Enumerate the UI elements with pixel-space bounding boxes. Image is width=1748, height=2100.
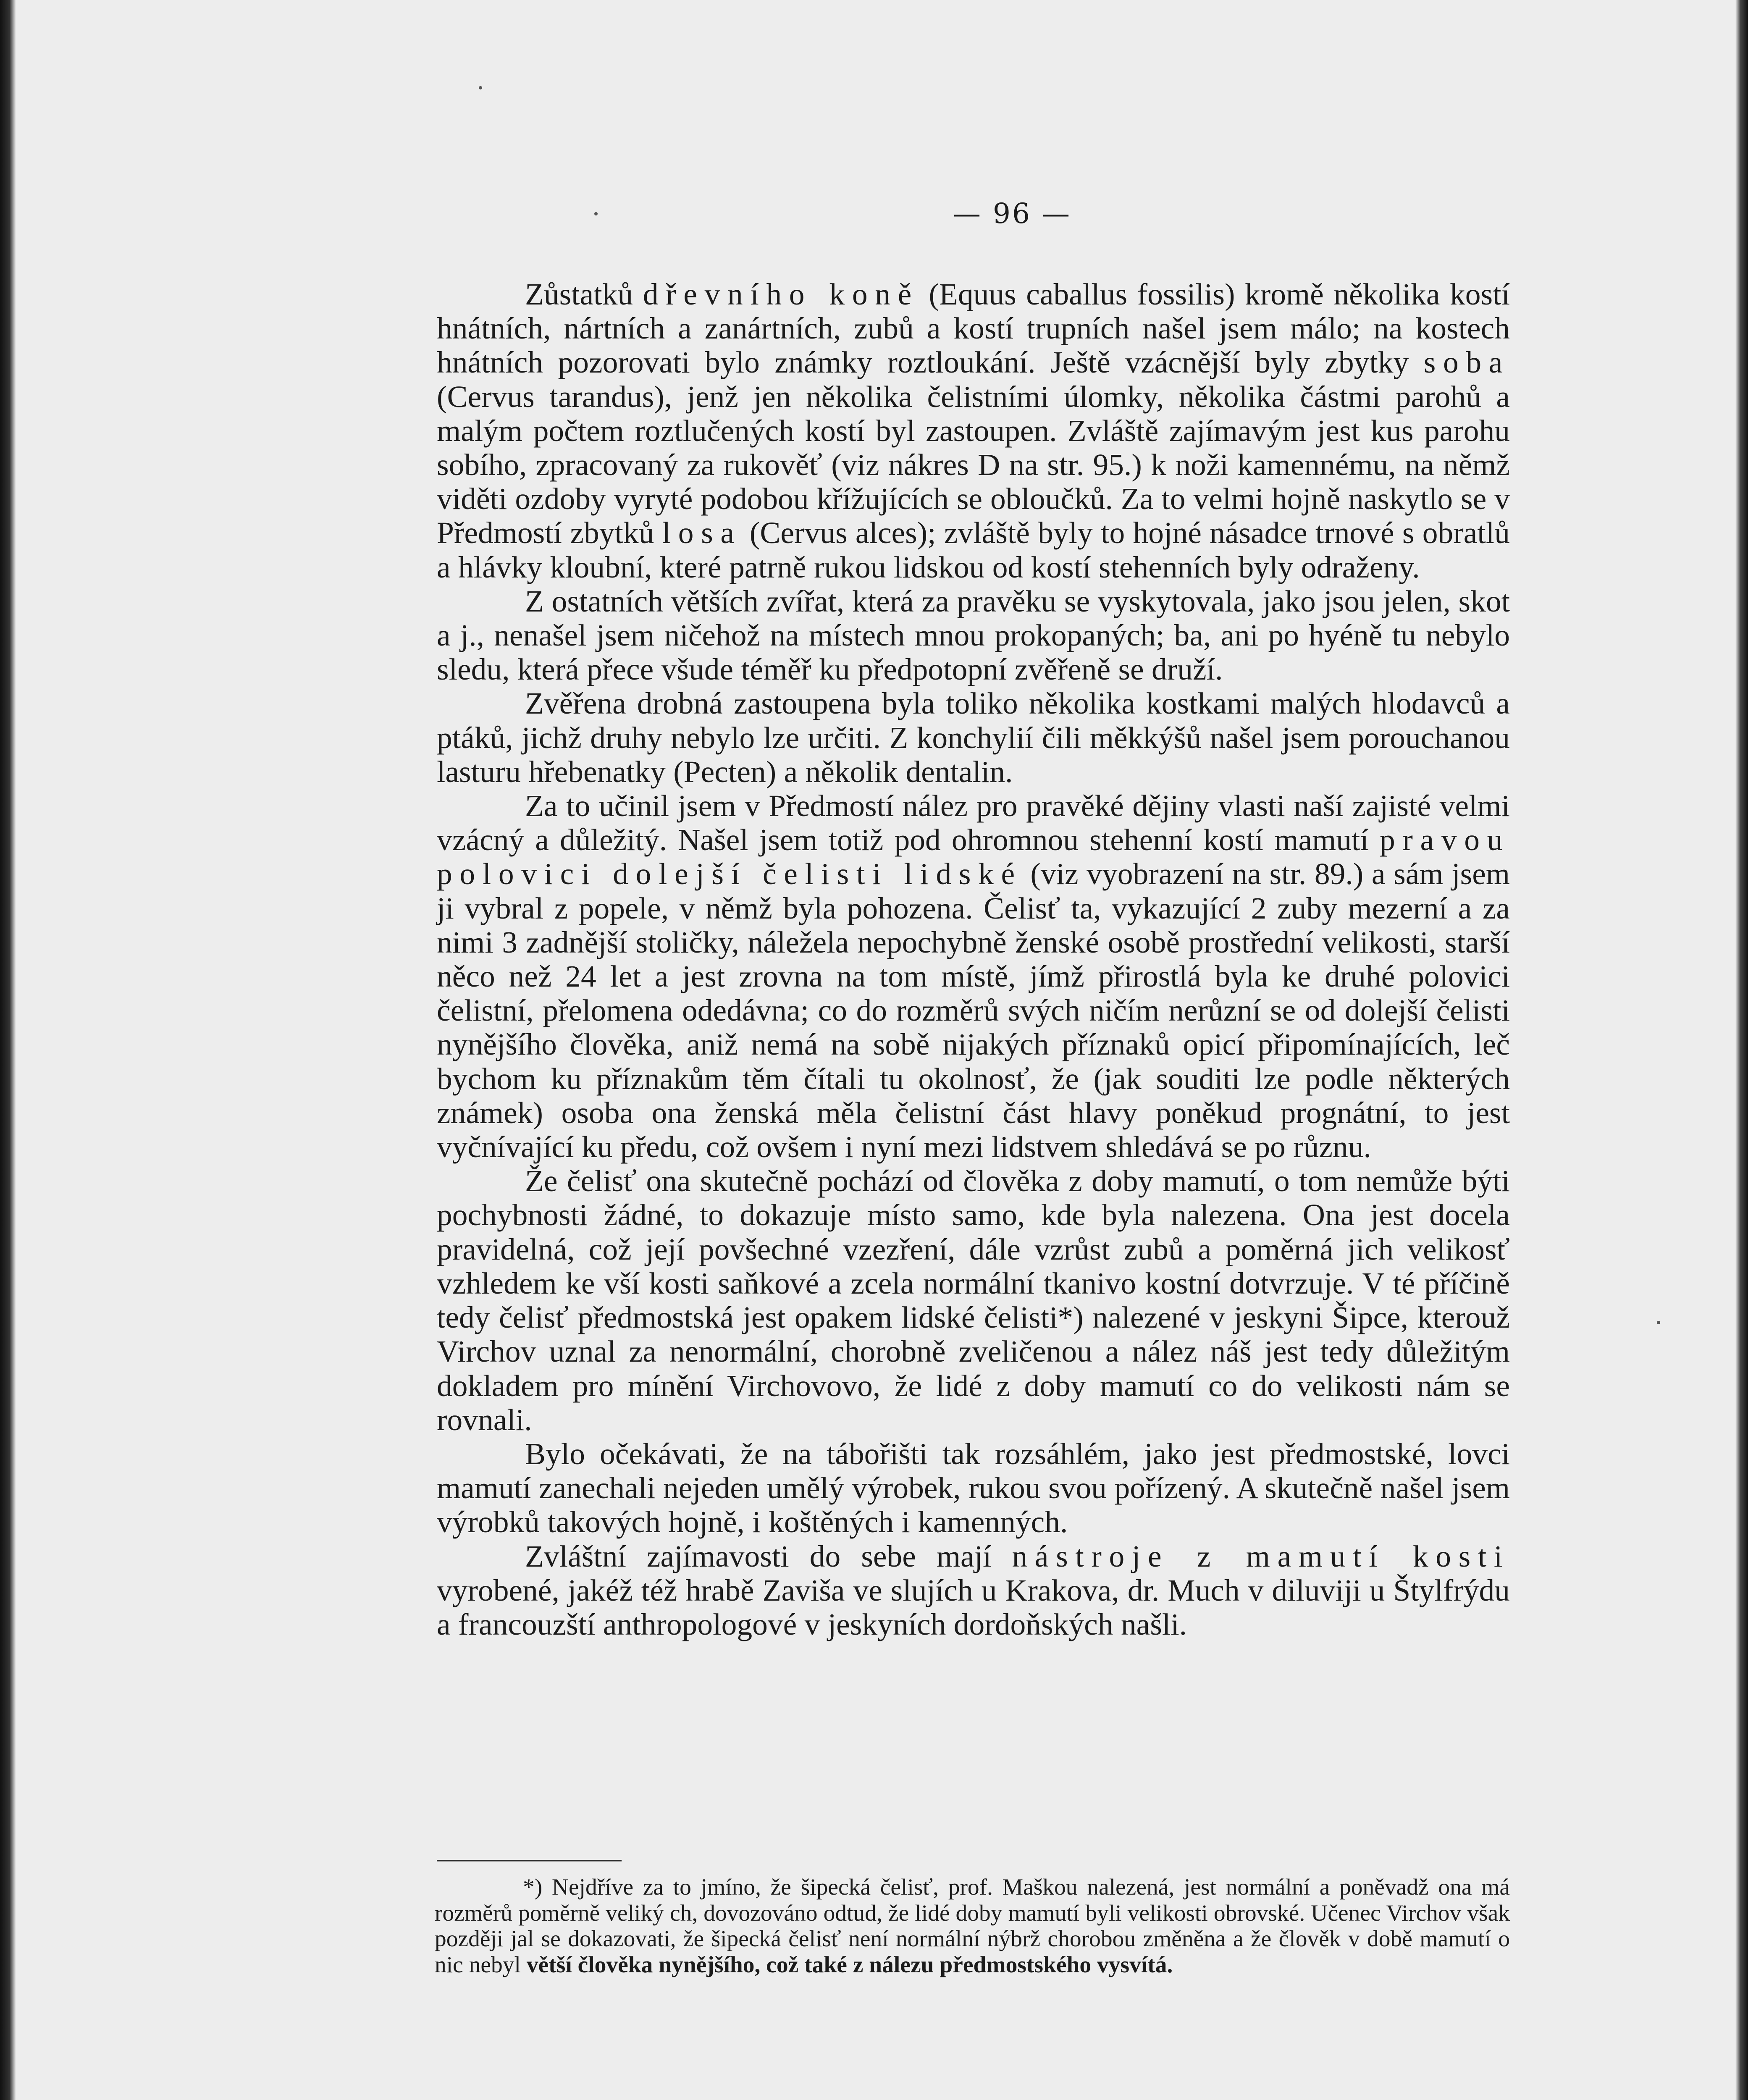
footnote-divider [437,1860,622,1861]
paragraph-text: (Cervus alces); zvláště byly to hojné násadce trnové s obratlů a hlávky kloubní, které patrně rukou lidskou od kostí stehenních byly odraženy. [437,516,1510,584]
paragraph-text: (Equus caballus fossilis) kromě několika kostí hnátních, nártních a zanártních, zubů a kostí trupních našel jsem málo; na kostech hnátních pozorovati bylo známky roztloukání. Ještě vzácnější byly zbytky [437,277,1510,380]
paragraph-text: Bylo očekávati, že na tábořišti tak rozsáhlém, jako jest předmostské, lovci mamutí zanechali nejeden umělý výrobek, rukou svou pořízený. A skutečně našel jsem výrobků takových hojně, i koštěných i kamenných. [437,1436,1510,1539]
body-paragraph [437,1437,1510,1539]
body-paragraph [437,789,1510,1164]
body-paragraph [437,1164,1510,1437]
paragraph-text: (Cervus tarandus), jenž jen několika čelistními úlomky, několika částmi parohů a malým počtem roztlučených kostí byl zastoupen. Zvláště zajímavým jest kus parohu sobího, zpracovaný za rukověť (viz nákres D na str. 95.) k noži kamennému, na němž viděti ozdoby vyryté podobou křížujících se obloučků. Za to velmi hojně naskytlo se v Předmostí zbytků [437,379,1510,550]
scan-edge-right [1735,0,1748,2100]
paragraph-text: Za to učinil jsem v Předmostí nález pro pravěké dějiny vlasti naší zajisté velmi vzácný a důležitý. Našel jsem totiž pod ohromnou stehenní kostí mamutí [437,789,1510,857]
paragraph-text: Zvěřena drobná zastoupena byla toliko několika kostkami malých hlodavců a ptáků, jichž druhy nebylo lze určiti. Z konchylií čili měkkýšů našel jsem porouchanou lasturu hřebenatky (Pecten) a několik dentalin. [437,686,1510,789]
footnote-text-bold: větší člověka nynějšího, což také z nálezu předmostského vysvítá. [526,1952,1173,1978]
body-paragraph [437,584,1510,687]
main-text [437,277,1510,1641]
scan-speck [1657,1321,1660,1324]
footnote-paragraph [435,1874,1510,1978]
body-paragraph [437,686,1510,789]
paragraph-text: Zůstatků [525,277,643,311]
footnote [435,1874,1510,1978]
paragraph-text: (viz vyobrazení na str. 89.) a sám jsem ji vybral z popele, v němž byla pohozena. Čelisť ta, vykazující 2 zuby mezerní a za nimi 3 zadnější stoličky, náležela nepochybně ženské osobě prostřední velikosti, starší něco než 24 let a jest zrovna na tom místě, jímž přirostlá byla ke druhé polovici čelistní, přelomena odedávna; co do rozměrů svých ničím nerůzní se od dolejší čelisti nynějšího člověka, aniž nemá na sobě nijakých příznaků opicí připomínajících, leč bychom ku příznakům těm čítali tu okolnosť, že (jak souditi lze podle některých známek) osoba ona ženská měla čelistní část hlavy poněkud prognátní, to jest vyčnívající ku předu, což ovšem i nyní mezi lidstvem shledává se po různu. [437,857,1510,1164]
emphasized-spaced-text: pravou polovici dolejší čelisti lidské [437,823,1510,891]
scan-speck [479,86,482,89]
paragraph-text: Z ostatních větších zvířat, která za pravěku se vyskytovala, jako jsou jelen, skot a j., nenašel jsem ničehož na místech mnou prokopaných; ba, ani po hyéně tu nebylo sledu, která přece všude téměř ku předpotopní zvěřeně se druží. [437,584,1510,687]
emphasized-spaced-text: soba [1423,345,1510,380]
body-paragraph [437,1539,1510,1642]
paragraph-text: Že čelisť ona skutečně pochází od člověka z doby mamutí, o tom nemůže býti pochybnosti žádné, to dokazuje místo samo, kde byla nalezena. Ona jest docela pravidelná, což její povšechné vzezření, dále vzrůst zubů a poměrná jich velikosť vzhledem ke vší kosti saňkové a zcela normální tkanivo kostní dotvrzuje. V té příčině tedy čelisť předmostská jest opakem lidské čelisti*) nalezené v jeskyni Šipce, kterouž Virchov uznal za nenormální, chorobně zveličenou a nález náš jest tedy důležitým dokladem pro mínění Virchovovo, že lidé z doby mamutí co do velikosti nám se rovnali. [437,1164,1510,1437]
footnote-text: *) Nejdříve za to jmíno, že šipecká čelisť, prof. Maškou nalezená, jest normální a poněvadž ona má rozměrů poměrně veliký ch, dovozováno odtud, že lidé doby mamutí byli velikosti obrovské. Učenec Virchov však později jal se dokazovati, že šipecká čelisť není normální nýbrž chorobou změněna a že člověk v době mamutí o nic nebyl [435,1874,1510,1978]
scan-speck [594,212,598,215]
emphasized-spaced-text: nástroje z mamutí kosti [1012,1539,1510,1573]
page-number: — 96 — [953,197,1071,230]
emphasized-spaced-text: dřevního koně [643,277,919,311]
paragraph-text: Zvláštní zajímavosti do sebe mají [525,1539,1012,1573]
paragraph-text: vyrobené, jakéž též hrabě Zaviša ve slujích u Krakova, dr. Much v diluviji u Štylfrýdu a francouzští anthropologové v jeskyních dordoňských našli. [437,1573,1510,1641]
emphasized-spaced-text: losa [662,516,742,550]
body-paragraph [437,277,1510,584]
scan-edge-left [0,0,16,2100]
